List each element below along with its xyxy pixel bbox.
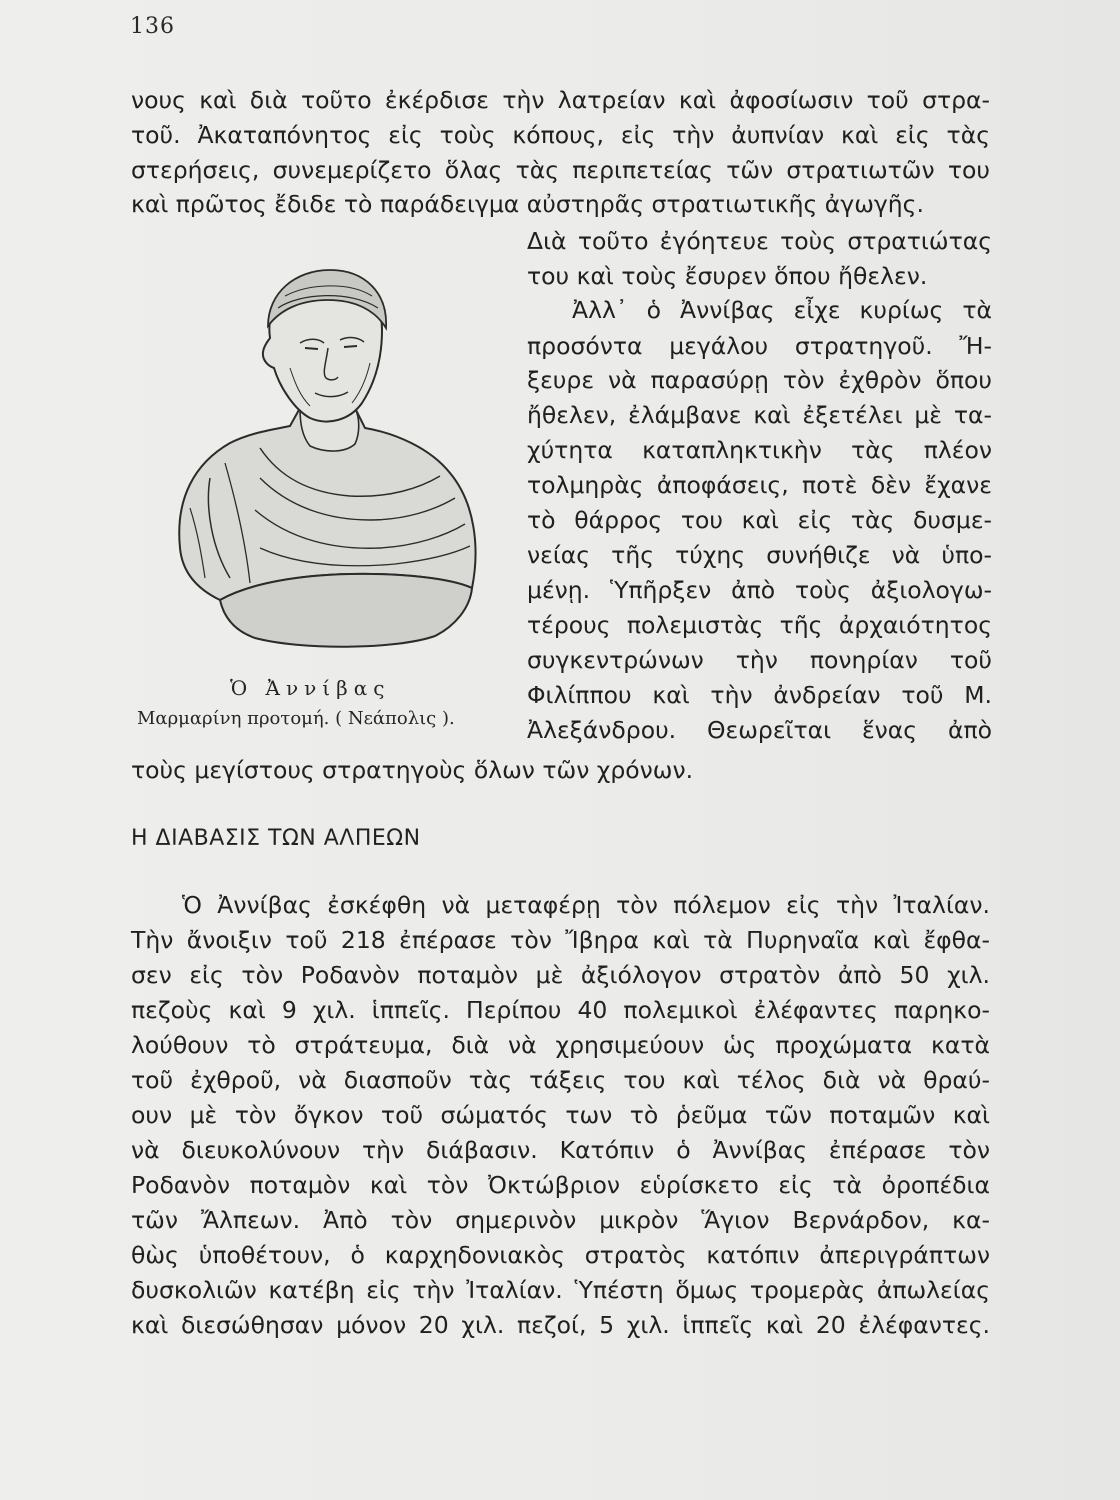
- text-line: συγκεντρώνων τὴν πονηρίαν τοῦ: [527, 646, 992, 674]
- text-line: πεζοὺς καὶ 9 χιλ. ἱππεῖς. Περίπου 40 πολεμικοὶ ἐλέφαντες παρηκο-: [131, 996, 990, 1024]
- text-line: Ὁ Ἀννίβας ἐσκέφθη νὰ μεταφέρῃ τὸν πόλεμον εἰς τὴν Ἰταλίαν.: [182, 891, 990, 919]
- text-line: τοῦ. Ἀκαταπόνητος εἰς τοὺς κόπους, εἰς τὴν ἀυπνίαν καὶ εἰς τὰς: [131, 121, 990, 149]
- text-line: νους καὶ διὰ τοῦτο ἐκέρδισε τὴν λατρείαν καὶ ἀφοσίωσιν τοῦ στρα-: [131, 86, 990, 114]
- text-line: Ροδανὸν ποταμὸν καὶ τὸν Ὀκτώβριον εὑρίσκετο εἰς τὰ ὀροπέδια: [131, 1171, 990, 1199]
- text-line: τολμηρὰς ἀποφάσεις, ποτὲ δὲν ἔχανε: [527, 471, 992, 499]
- page-number: 136: [130, 14, 175, 39]
- text-line: νείας τῆς τύχης συνήθιζε νὰ ὑπο-: [527, 541, 992, 569]
- text-line: Διὰ τοῦτο ἐγόητευε τοὺς στρατιώτας: [527, 227, 992, 255]
- text-line: προσόντα μεγάλου στρατηγοῦ. Ἤ-: [527, 332, 992, 360]
- text-line: ἤθελεν, ἐλάμβανε καὶ ἐξετέλει μὲ τα-: [527, 401, 992, 429]
- text-line: λούθουν τὸ στράτευμα, διὰ νὰ χρησιμεύουν ὡς προχώματα κατὰ: [131, 1031, 990, 1059]
- text-line: δυσκολιῶν κατέβη εἰς τὴν Ἰταλίαν. Ὑπέστη ὅμως τρομερὰς ἀπωλείας: [131, 1276, 990, 1304]
- text-line: Ἀλλ᾽ ὁ Ἀννίβας εἶχε κυρίως τὰ: [572, 296, 992, 324]
- text-line: τῶν Ἄλπεων. Ἀπὸ τὸν σημερινὸν μικρὸν Ἅγιον Βερνάρδον, κα-: [131, 1206, 990, 1234]
- text-line: τέρους πολεμιστὰς τῆς ἀρχαιότητος: [527, 611, 992, 639]
- text-line: καὶ διεσώθησαν μόνον 20 χιλ. πεζοί, 5 χιλ. ἱππεῖς καὶ 20 ἐλέφαντες.: [131, 1311, 990, 1339]
- text-line: στερήσεις, συνεμερίζετο ὅλας τὰς περιπετείας τῶν στρατιωτῶν του: [131, 156, 990, 184]
- text-line: καὶ πρῶτος ἔδιδε τὸ παράδειγμα αὐστηρᾶς στρατιωτικῆς ἀγωγῆς.: [131, 190, 924, 218]
- text-line: Τὴν ἄνοιξιν τοῦ 218 ἐπέρασε τὸν Ἴβηρα καὶ τὰ Πυρηναῖα καὶ ἔφθα-: [131, 926, 990, 954]
- text-line: ξευρε νὰ παρασύρῃ τὸν ἐχθρὸν ὅπου: [527, 366, 992, 394]
- text-line: χύτητα καταπληκτικὴν τὰς πλέον: [527, 436, 992, 464]
- text-line: Ἀλεξάνδρου. Θεωρεῖται ἕνας ἀπὸ: [527, 716, 992, 744]
- text-line: νὰ διευκολύνουν τὴν διάβασιν. Κατόπιν ὁ Ἀννίβας ἐπέρασε τὸν: [131, 1136, 990, 1164]
- text-line: ουν μὲ τὸν ὄγκον τοῦ σώματός των τὸ ῥεῦμα τῶν ποταμῶν καὶ: [131, 1101, 990, 1129]
- text-line: του καὶ τοὺς ἔσυρεν ὅπου ἤθελεν.: [527, 262, 928, 290]
- text-line: τὸ θάρρος του καὶ εἰς τὰς δυσμε-: [527, 506, 992, 534]
- section-heading: Η ΔΙΑΒΑΣΙΣ ΤΩΝ ΑΛΠΕΩΝ: [131, 826, 421, 851]
- figure-caption-description: Μαρμαρίνη προτομή. ( Νεάπολις ).: [137, 708, 455, 729]
- hannibal-bust-illustration: [150, 248, 490, 668]
- text-line: τοὺς μεγίστους στρατηγοὺς ὅλων τῶν χρόνων.: [131, 756, 694, 784]
- text-line: τοῦ ἐχθροῦ, νὰ διασποῦν τὰς τάξεις του καὶ τέλος διὰ νὰ θραύ-: [131, 1066, 990, 1094]
- figure-caption-title: Ὁ Ἀννίβας: [230, 676, 391, 700]
- text-line: σεν εἰς τὸν Ροδανὸν ποταμὸν μὲ ἀξιόλογον στρατὸν ἀπὸ 50 χιλ.: [131, 961, 990, 989]
- text-line: μένῃ. Ὑπῆρξεν ἀπὸ τοὺς ἀξιολογω-: [527, 576, 992, 604]
- text-line: Φιλίππου καὶ τὴν ἀνδρείαν τοῦ Μ.: [527, 681, 992, 709]
- text-line: θὼς ὑποθέτουν, ὁ καρχηδονιακὸς στρατὸς κατόπιν ἀπεριγράπτων: [131, 1241, 990, 1269]
